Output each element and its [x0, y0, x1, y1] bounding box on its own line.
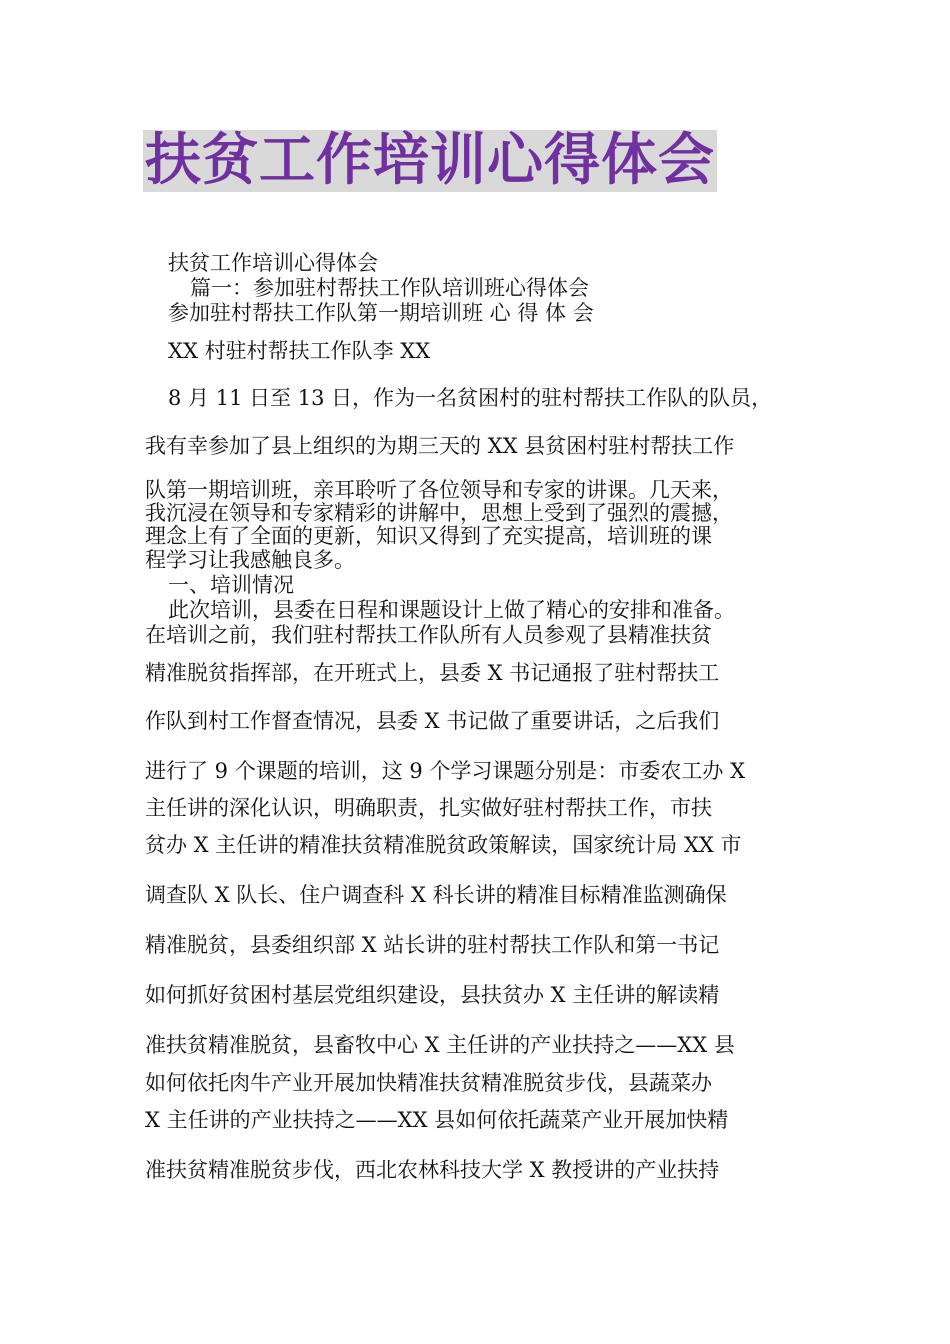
text-line: 扶贫工作培训心得体会 — [168, 251, 378, 275]
text-line: 8 月 11 日至 13 日，作为一名贫困村的驻村帮扶工作队的队员， — [168, 386, 773, 410]
text-line: 篇一：参加驻村帮扶工作队培训班心得体会 — [190, 276, 589, 300]
text-line: 精准脱贫，县委组织部 X 站长讲的驻村帮扶工作队和第一书记 — [145, 933, 720, 957]
text-line: 进行了 9 个课题的培训，这 9 个学习课题分别是：市委农工办 X — [145, 759, 746, 783]
text-line: 此次培训，县委在日程和课题设计上做了精心的安排和准备。 — [168, 598, 735, 622]
text-line: 精准脱贫指挥部，在开班式上，县委 X 书记通报了驻村帮扶工 — [145, 661, 720, 685]
text-line: 队第一期培训班，亲耳聆听了各位领导和专家的讲课。几天来， — [145, 478, 733, 502]
text-line: 调查队 X 队长、住户调查科 X 科长讲的精准目标精准监测确保 — [145, 883, 727, 907]
text-line: 在培训之前，我们驻村帮扶工作队所有人员参观了县精准扶贫 — [145, 623, 712, 647]
text-line: 作队到村工作督查情况，县委 X 书记做了重要讲话，之后我们 — [145, 709, 720, 733]
text-line: 如何抓好贫困村基层党组织建设，县扶贫办 X 主任讲的解读精 — [145, 983, 720, 1007]
text-line: 准扶贫精准脱贫，县畜牧中心 X 主任讲的产业扶持之——XX 县 — [145, 1033, 735, 1057]
text-line: X 主任讲的产业扶持之——XX 县如何依托蔬菜产业开展加快精 — [145, 1108, 729, 1132]
text-line: 我有幸参加了县上组织的为期三天的 XX 县贫困村驻村帮扶工作 — [145, 434, 735, 458]
text-line: 理念上有了全面的更新，知识又得到了充实提高，培训班的课 — [145, 524, 712, 548]
text-line: 参加驻村帮扶工作队第一期培训班 心 得 体 会 — [168, 301, 594, 325]
section-heading: 一、培训情况 — [168, 573, 294, 597]
title-highlight — [143, 130, 717, 192]
text-line: 主任讲的深化认识，明确职责，扎实做好驻村帮扶工作，市扶 — [145, 796, 712, 820]
document-title: 扶贫工作培训心得体会 — [145, 128, 715, 193]
text-line: 贫办 X 主任讲的精准扶贫精准脱贫政策解读，国家统计局 XX 市 — [145, 833, 742, 857]
text-line: 程学习让我感触良多。 — [145, 548, 355, 572]
text-line: XX 村驻村帮扶工作队李 XX — [168, 339, 431, 363]
text-line: 如何依托肉牛产业开展加快精准扶贫精准脱贫步伐，县蔬菜办 — [145, 1071, 712, 1095]
text-line: 我沉浸在领导和专家精彩的讲解中，思想上受到了强烈的震撼， — [145, 501, 733, 525]
text-line: 准扶贫精准脱贫步伐，西北农林科技大学 X 教授讲的产业扶持 — [145, 1158, 720, 1182]
